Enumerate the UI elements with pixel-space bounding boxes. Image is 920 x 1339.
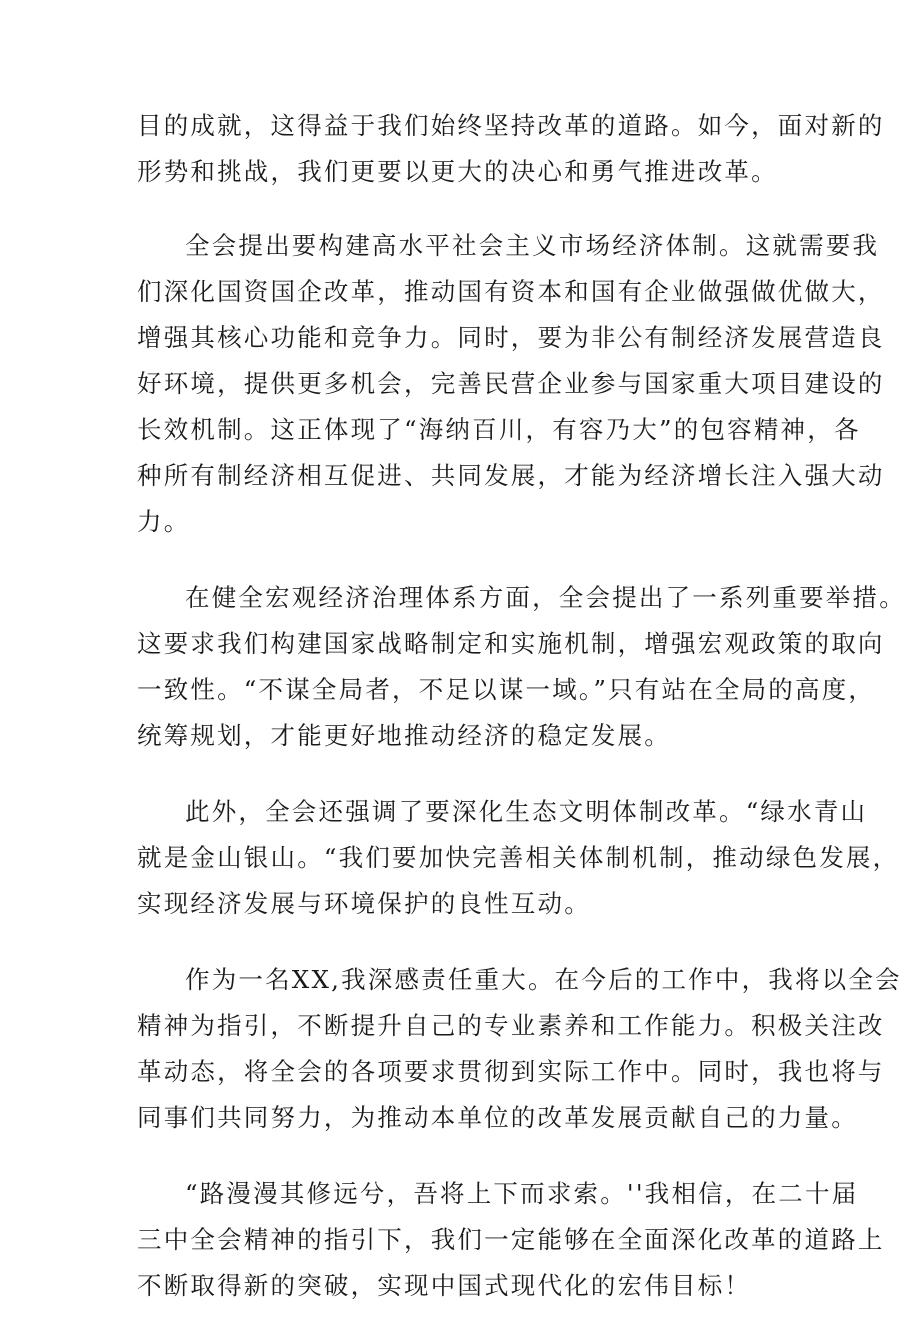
- text-line: “路漫漫其修远兮，吾将上下而求索。''我相信，在二十届: [185, 1179, 859, 1208]
- text-line: 全会提出要构建高水平社会主义市场经济体制。这就需要我: [185, 231, 880, 260]
- paragraph-5: [137, 957, 902, 1141]
- text-line: 三中全会精神的指引下，我们一定能够在全面深化改革的道路上: [137, 1225, 885, 1254]
- text-line: 此外，全会还强调了要深化生态文明体制改革。“绿水青山: [185, 797, 868, 826]
- paragraph-4: [137, 789, 900, 927]
- paragraph-2: [137, 223, 885, 545]
- text-line: 一致性。“不谋全局者，不足以谋一域。”只有站在全局的高度，: [137, 675, 876, 704]
- text-line: 这要求我们构建国家战略制定和实施机制，增强宏观政策的取向: [137, 629, 885, 658]
- text-line: 增强其核心功能和竞争力。同时，要为非公有制经济发展营造良: [137, 323, 885, 352]
- paragraph-1: [137, 103, 885, 195]
- paragraph-6: [137, 1171, 885, 1309]
- text-line: 力。: [137, 507, 191, 536]
- text-line: 统筹规划，才能更好地推动经济的稳定发展。: [137, 721, 671, 750]
- text-line: 目的成就，这得益于我们始终坚持改革的道路。如今，面对新的: [137, 111, 885, 140]
- text-line: 不断取得新的突破，实现中国式现代化的宏伟目标！: [137, 1271, 752, 1300]
- text-line: 长效机制。这正体现了“海纳百川，有容乃大”的包容精神，各: [137, 415, 861, 444]
- text-line: 同事们共同努力，为推动本单位的改革发展贡献自己的力量。: [137, 1103, 858, 1132]
- text-line: 就是金山银山。“我们要加快完善相关体制机制，推动绿色发展，: [137, 843, 900, 872]
- document-body: [137, 103, 906, 1339]
- text-line: 种所有制经济相互促进、共同发展，才能为经济增长注入强大动: [137, 461, 885, 490]
- text-line: 革动态，将全会的各项要求贯彻到实际工作中。同时，我也将与: [137, 1057, 885, 1086]
- text-line: 们深化国资国企改革，推动国有资本和国有企业做强做优做大，: [137, 277, 885, 306]
- text-line: 形势和挑战，我们更要以更大的决心和勇气推进改革。: [137, 157, 778, 186]
- text-line: 作为一名XX,我深感责任重大。在今后的工作中，我将以全会: [185, 965, 902, 994]
- paragraph-3: [137, 575, 906, 759]
- text-line: 好环境，提供更多机会，完善民营企业参与国家重大项目建设的: [137, 369, 885, 398]
- text-line: 实现经济发展与环境保护的良性互动。: [137, 889, 591, 918]
- text-line: 在健全宏观经济治理体系方面，全会提出了一系列重要举措。: [185, 583, 906, 612]
- text-line: 精神为指引，不断提升自己的专业素养和工作能力。积极关注改: [137, 1011, 885, 1040]
